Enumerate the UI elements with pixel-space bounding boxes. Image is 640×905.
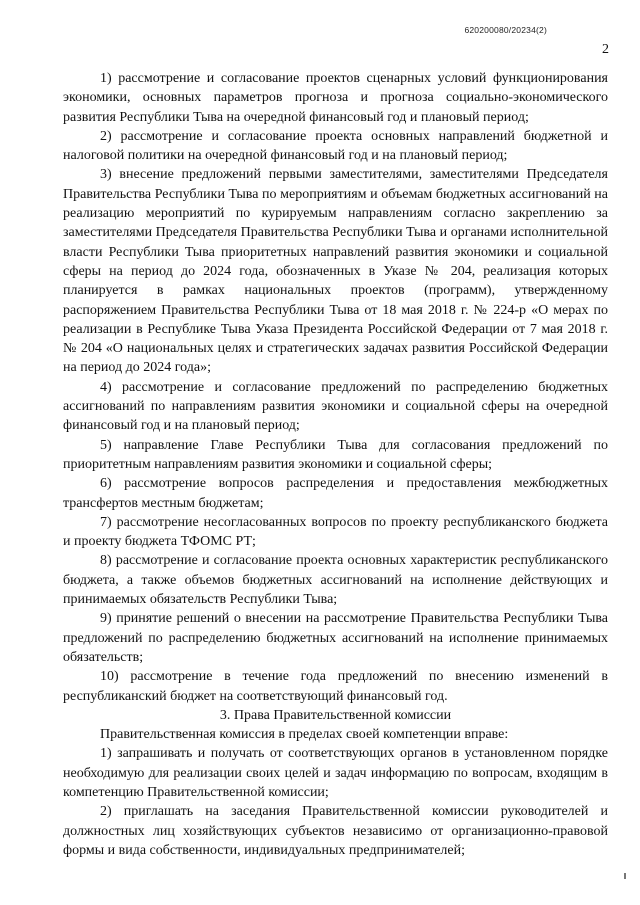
page-number: 2 [602,42,609,57]
paragraph: 2) рассмотрение и согласование проекта основных направлений бюджетной и налоговой политики на очередной финансовый год и на плановый период; [63,128,608,164]
document-code: 620200080/20234(2) [464,25,547,35]
paragraph: 7) рассмотрение несогласованных вопросов по проекту республиканского бюджета и проекту бюджета ТФОМС РТ; [63,514,608,550]
paragraph: 9) принятие решений о внесении на рассмотрение Правительства Республики Тыва предложений по распределению бюджетных ассигнований на исполнение принимаемых обязательств; [63,611,608,665]
duties-list [63,69,608,706]
paragraph: 10) рассмотрение в течение года предложений по внесению изменений в республиканский бюджет на соответствующий финансовый год. [63,669,608,704]
paragraph: 6) рассмотрение вопросов распределения и предоставления межбюджетных трансфертов местным бюджетам; [63,476,608,511]
paragraph: 4) рассмотрение и согласование предложений по распределению бюджетных ассигнований по направлениям развития экономики и социальной сферы на очередной финансовый год и на плановый период; [63,379,608,434]
section-heading: 3. Права Правительственной комиссии [219,707,452,723]
paragraph: 1) запрашивать и получать от соответствующих органов в установленном порядке необходимую для реализации своих целей и задач информацию по вопросам, входящим в компетенцию Правительственной комиссии; [63,746,608,800]
paragraph: 2) приглашать на заседания Правительственной комиссии руководителей и должностных лиц хозяйствующих субъектов независимо от организационно-правовой формы и вида собственности, индивидуальных предпринимателей; [63,804,608,858]
paragraph: 3) внесение предложений первыми заместителями, заместителями Председателя Правительства Республики Тыва по мероприятиям и объемам бюджетных ассигнований на реализацию мероприятий по курируемым направлениям согласно закреплению за заместителями Председателя Правительства Республики Тыва и органами исполнительной власти Республики Тыва приоритетных направлений развития экономики и социальной сферы на период до 2024 года, обозначенных в Указе № 204, реализация которых планируется в рамках национальных проектов (программ), утвержденному распоряжением Правительства Республики Тыва от 18 мая 2018 г. № 224-р «О мерах по реализации в Республике Тыва Указа Президента Российской Федерации от 7 мая 2018 г. № 204 «О национальных целях и стратегических задачах развития Российской Федерации на период до 2024 года»; [63,167,608,376]
paragraph: 1) рассмотрение и согласование проектов сценарных условий функционирования экономики, основных параметров прогноза и прогноза социально-экономического развития Республики Тыва на очередной финансовый год и плановый период; [63,71,608,125]
paragraph: Правительственная комиссия в пределах своей компетенции вправе: [100,727,509,743]
paragraph: 8) рассмотрение и согласование проекта основных характеристик республиканского бюджета, а также объемов бюджетных ассигнований на исполнение действующих и принимаемых обязательств Республики Тыва; [63,553,608,608]
document-body [63,69,608,860]
scan-mark [624,873,626,879]
paragraph: 5) направление Главе Республики Тыва для согласования предложений по приоритетным направлениям развития экономики и социальной сферы; [63,437,608,472]
rights-list [63,725,608,860]
